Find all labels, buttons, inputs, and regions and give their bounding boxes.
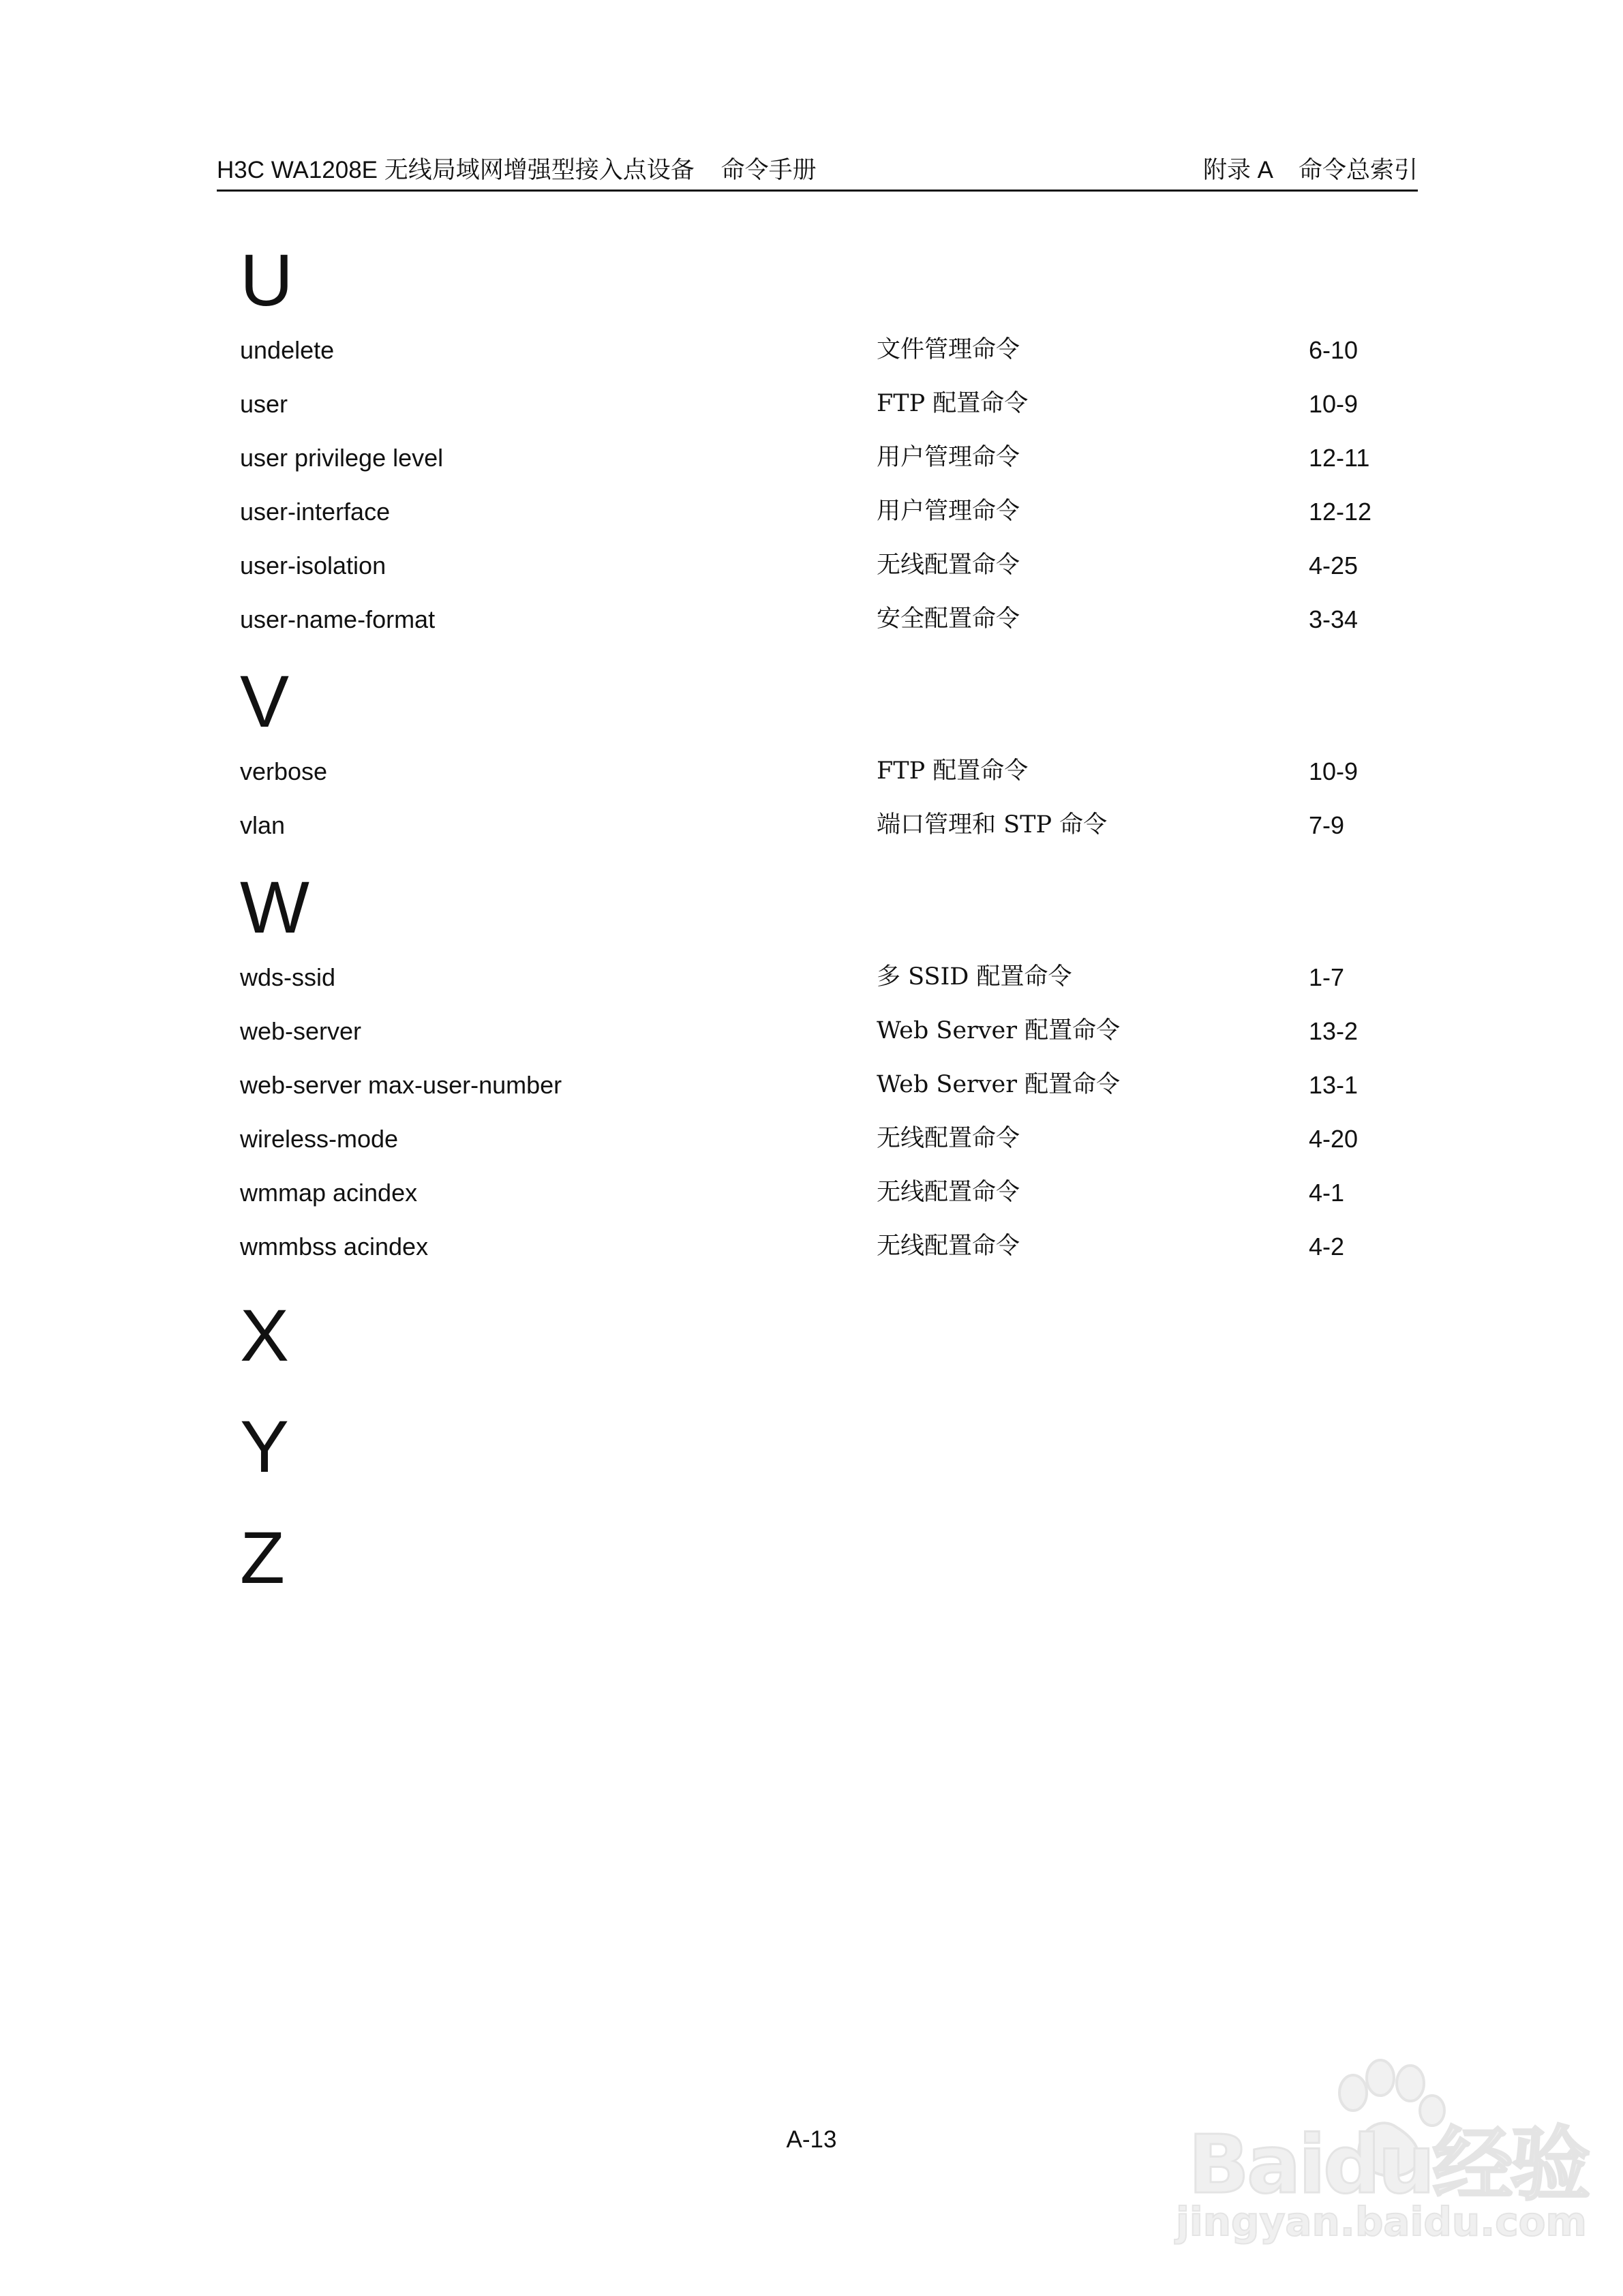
page-reference: 4-20 (1309, 1125, 1359, 1153)
section-letter: X (240, 1294, 290, 1376)
command-category: 安全配置命令 (877, 605, 1020, 633)
index-section (240, 1508, 1418, 1607)
command-category: 多 SSID 配置命令 (877, 963, 1072, 991)
section-letter: W (240, 866, 309, 948)
page-reference: 6-10 (1309, 336, 1359, 364)
page-reference: 13-1 (1309, 1071, 1359, 1099)
page-reference: 10-9 (1309, 390, 1359, 418)
page-reference: 4-25 (1309, 552, 1359, 579)
command-name: web-server (240, 1017, 362, 1045)
index-entry (240, 1112, 1418, 1166)
command-name: user (240, 390, 288, 418)
command-category: 用户管理命令 (877, 498, 1020, 525)
index-entry (240, 798, 1418, 852)
index-entry (240, 950, 1418, 1004)
page-reference: 3-34 (1309, 605, 1359, 633)
index-entry (240, 323, 1418, 377)
command-name: user-isolation (240, 552, 386, 579)
index-entry (240, 377, 1418, 431)
command-name: wmmap acindex (240, 1179, 418, 1207)
command-name: web-server max-user-number (240, 1071, 562, 1099)
page-reference: 13-2 (1309, 1017, 1359, 1045)
command-category: FTP 配置命令 (877, 757, 1029, 785)
page-reference: 1-7 (1309, 963, 1345, 991)
command-name: user-interface (240, 498, 391, 526)
command-category: 文件管理命令 (877, 336, 1020, 363)
index-section (240, 237, 1418, 646)
index-section (240, 1397, 1418, 1496)
section-letter: U (240, 239, 293, 321)
command-category: Web Server 配置命令 (877, 1017, 1121, 1044)
command-category: Web Server 配置命令 (877, 1071, 1121, 1098)
page-header (217, 151, 1418, 192)
index-entry (240, 1220, 1418, 1273)
command-name: wds-ssid (240, 963, 336, 991)
command-name: verbose (240, 757, 328, 785)
index-entry (240, 1058, 1418, 1112)
index-entry (240, 431, 1418, 485)
header-title: H3C WA1208E 无线局域网增强型接入点设备 命令手册 (217, 157, 817, 183)
command-category: FTP 配置命令 (877, 390, 1029, 417)
index-section (240, 1286, 1418, 1385)
index-entry (240, 592, 1418, 646)
index-section (240, 659, 1418, 852)
page-reference: 10-9 (1309, 757, 1359, 785)
watermark-brand: Baidu经验 (1188, 2117, 1588, 2211)
page-reference: 7-9 (1309, 811, 1345, 839)
command-name: user-name-format (240, 605, 436, 633)
command-name: user privilege level (240, 444, 444, 472)
baidu-watermark (1161, 2052, 1588, 2256)
command-category: 端口管理和 STP 命令 (877, 811, 1108, 839)
command-category: 无线配置命令 (877, 1125, 1020, 1152)
index-entry (240, 539, 1418, 592)
command-index (240, 237, 1418, 1619)
page-reference: 12-11 (1309, 444, 1370, 472)
page-number: A-13 (786, 2126, 837, 2153)
command-name: wmmbss acindex (240, 1233, 429, 1260)
index-entry (240, 744, 1418, 798)
command-name: wireless-mode (240, 1125, 399, 1153)
command-category: 无线配置命令 (877, 552, 1020, 579)
section-letter: Z (240, 1516, 285, 1599)
command-name: undelete (240, 336, 335, 364)
page-reference: 4-1 (1309, 1179, 1345, 1207)
command-category: 无线配置命令 (877, 1233, 1020, 1260)
index-entry (240, 1166, 1418, 1220)
section-letter: V (240, 660, 290, 742)
index-entry (240, 485, 1418, 539)
command-category: 无线配置命令 (877, 1179, 1020, 1206)
command-category: 用户管理命令 (877, 444, 1020, 471)
page-reference: 12-12 (1309, 498, 1372, 526)
section-letter: Y (240, 1405, 290, 1487)
header-section: 附录 A 命令总索引 (1202, 157, 1418, 183)
watermark-url: jingyan.baidu.com (1176, 2199, 1587, 2245)
command-name: vlan (240, 811, 286, 839)
page-reference: 4-2 (1309, 1233, 1345, 1260)
index-entry (240, 1004, 1418, 1058)
index-section (240, 864, 1418, 1273)
